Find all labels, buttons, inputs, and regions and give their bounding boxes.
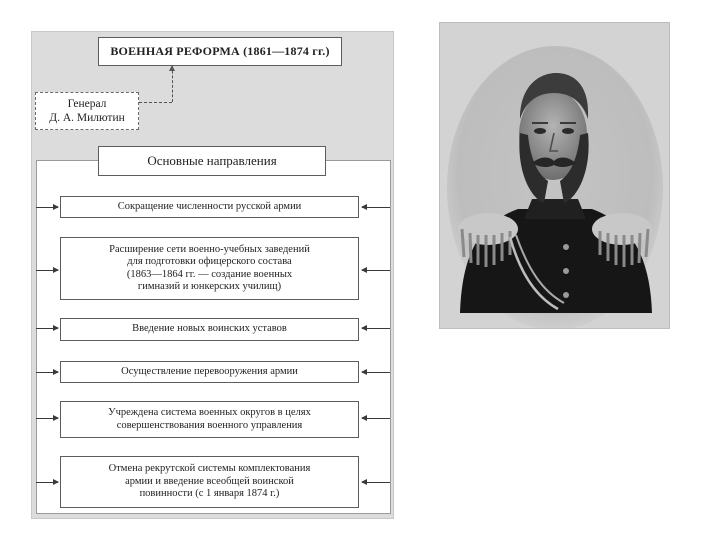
arrow-right-1 <box>362 207 390 208</box>
direction-item-military-districts: Учреждена система военных округов в целях совершенствования военного управления <box>60 401 359 438</box>
arrow-left-6 <box>36 482 58 483</box>
direction-item-new-regulations: Введение новых воинских уставов <box>60 318 359 341</box>
direction-item-army-reduction: Сокращение численности русской армии <box>60 196 359 218</box>
arrow-right-4 <box>362 372 390 373</box>
portrait-illustration <box>440 23 670 329</box>
scheme-title: ВОЕННАЯ РЕФОРМА (1861—1874 гг.) <box>98 37 342 66</box>
general-label: Генерал Д. А. Милютин <box>35 92 139 130</box>
direction-item-military-schools: Расширение сети военно-учебных заведений для подготовки офицерского состава (1863—1864 гг. — создание военных гимназий и юнкерских училищ) <box>60 237 359 300</box>
dashed-connector-vertical <box>172 66 173 102</box>
main-directions-header: Основные направления <box>98 146 326 176</box>
dashed-connector-horizontal <box>139 102 172 103</box>
reform-scheme <box>31 31 394 519</box>
direction-item-rearmament: Осуществление перевооружения армии <box>60 361 359 383</box>
general-portrait <box>439 22 670 329</box>
arrow-left-2 <box>36 270 58 271</box>
direction-item-conscription: Отмена рекрутской системы комплектования армии и введение всеобщей воинской повинности (с 1 января 1874 г.) <box>60 456 359 508</box>
arrow-right-6 <box>362 482 390 483</box>
arrow-left-3 <box>36 328 58 329</box>
arrow-left-1 <box>36 207 58 208</box>
arrow-right-5 <box>362 418 390 419</box>
arrow-right-3 <box>362 328 390 329</box>
arrow-left-4 <box>36 372 58 373</box>
arrow-left-5 <box>36 418 58 419</box>
arrow-right-2 <box>362 270 390 271</box>
